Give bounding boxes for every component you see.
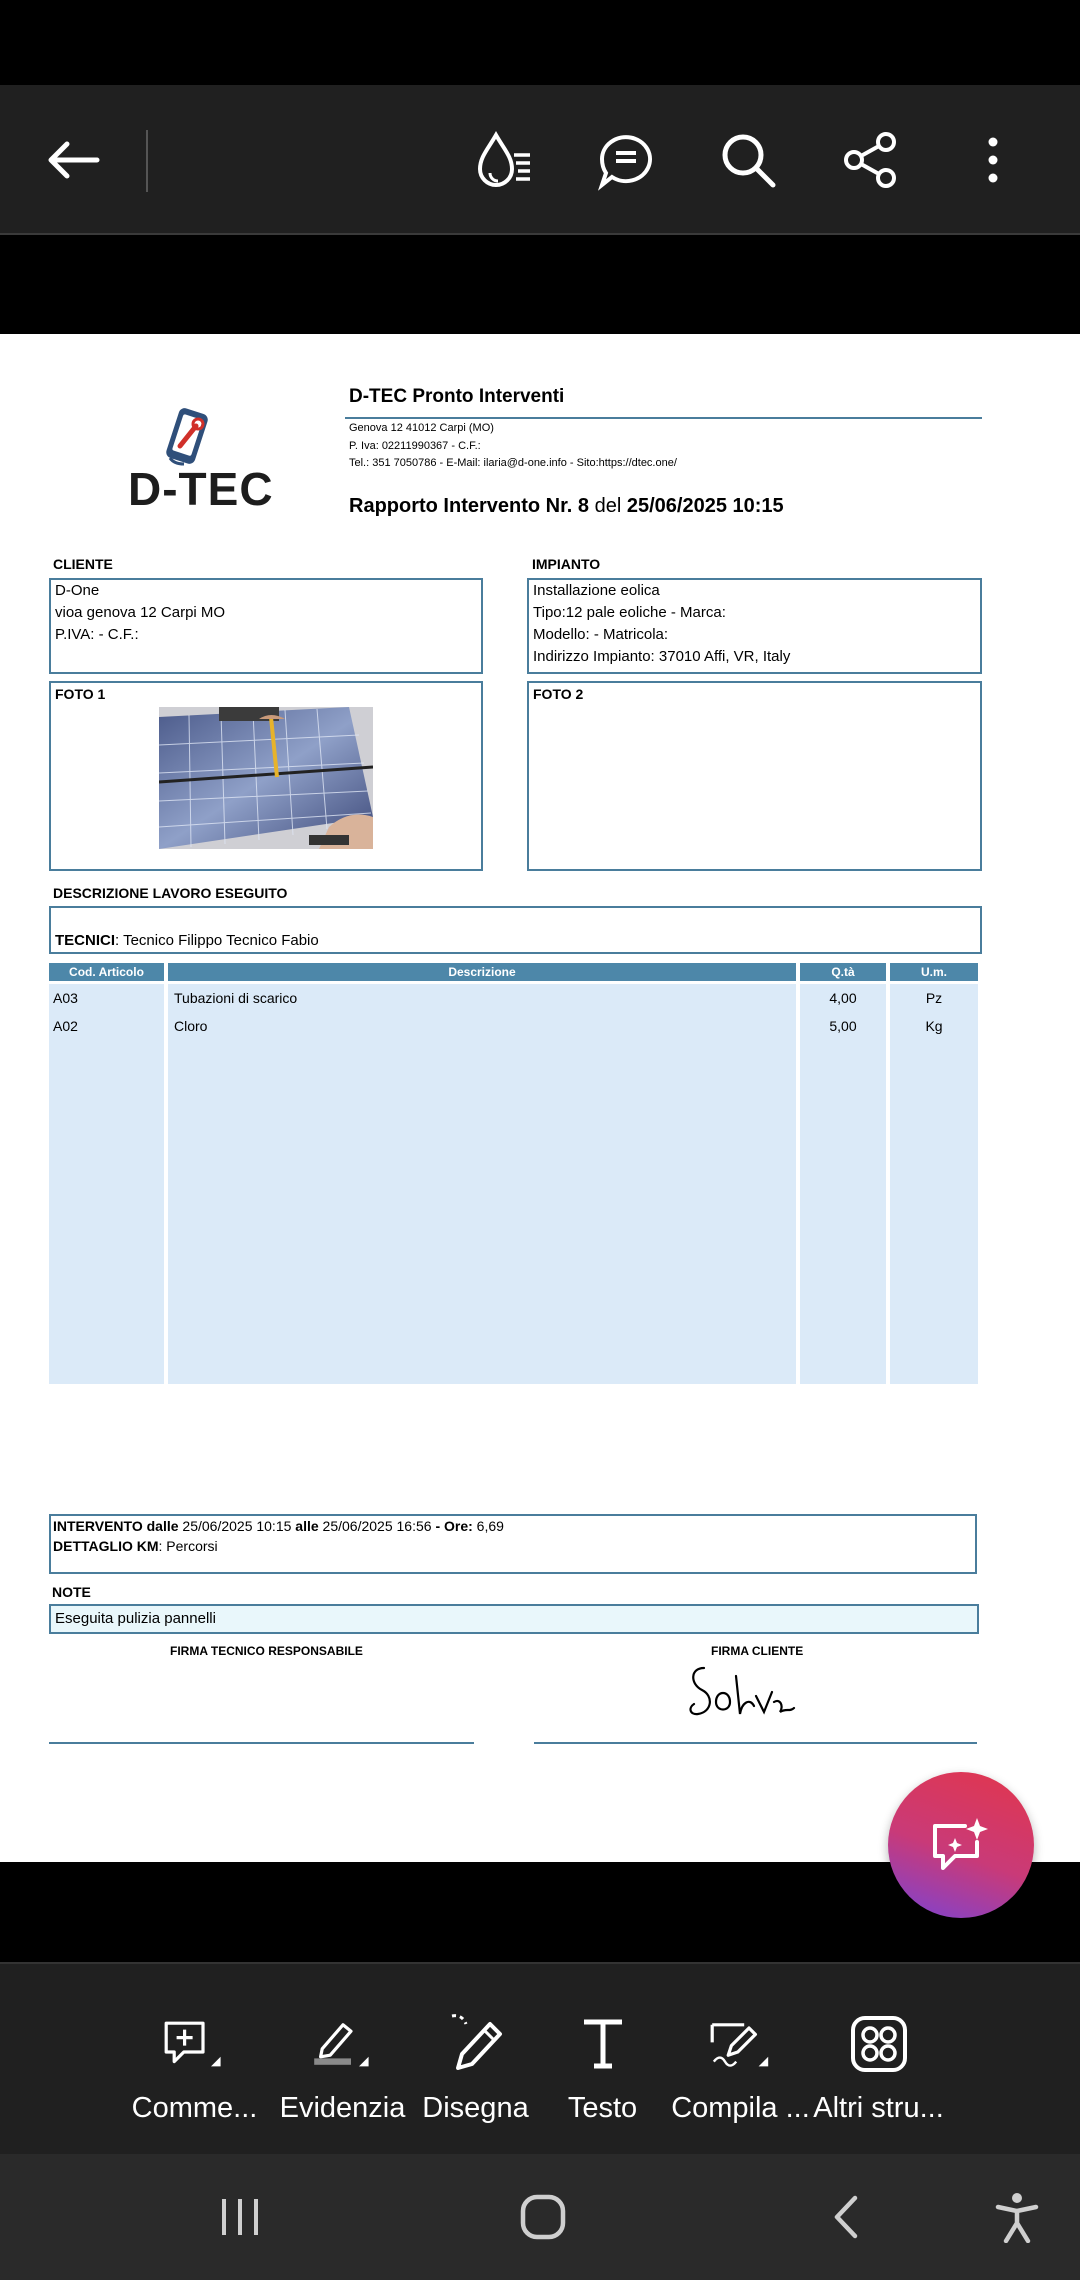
tool-text[interactable] bbox=[530, 1964, 675, 2156]
impianto-line4: Indirizzo Impianto: 37010 Affi, VR, Italy bbox=[533, 648, 791, 665]
tool-fill-sign-label: Compila ... bbox=[671, 2092, 810, 2124]
row-code: A03 bbox=[53, 990, 78, 1006]
comment-list-icon[interactable] bbox=[590, 125, 660, 195]
cliente-piva: P.IVA: - C.F.: bbox=[55, 626, 139, 643]
more-vert-icon[interactable] bbox=[958, 125, 1028, 195]
logo-text: D-TEC bbox=[128, 463, 274, 515]
ore-value: 6,69 bbox=[472, 1518, 504, 1534]
toolbar-divider bbox=[146, 130, 148, 192]
tool-text-label: Testo bbox=[567, 2092, 638, 2124]
note-value: Eseguita pulizia pannelli bbox=[55, 1610, 216, 1627]
descrizione-title: DESCRIZIONE LAVORO ESEGUITO bbox=[53, 885, 288, 901]
cliente-box bbox=[49, 578, 483, 674]
back-icon[interactable] bbox=[806, 2182, 886, 2252]
system-nav-bar bbox=[0, 2154, 1080, 2280]
report-del: del bbox=[589, 495, 627, 517]
tool-more-label: Altri stru... bbox=[813, 2092, 944, 2124]
intervento-start: 25/06/2025 10:15 bbox=[178, 1518, 296, 1534]
ai-assistant-button[interactable] bbox=[888, 1772, 1034, 1918]
foto2-title: FOTO 2 bbox=[533, 686, 584, 702]
note-box bbox=[49, 1604, 979, 1634]
contact-line: Tel.: 351 7050786 - E-Mail: ilaria@d-one.info - Sito:https://dtec.one/ bbox=[349, 457, 677, 469]
tool-fill-sign[interactable] bbox=[668, 1964, 813, 2156]
intervento-box bbox=[49, 1514, 977, 1574]
firma-cliente-label: FIRMA CLIENTE bbox=[711, 1644, 804, 1658]
table-col-desc bbox=[168, 984, 796, 1384]
impianto-line1: Installazione eolica bbox=[533, 582, 660, 599]
tecnici-line bbox=[55, 932, 319, 949]
intervento-end: 25/06/2025 16:56 bbox=[318, 1518, 436, 1534]
table-header-um: U.m. bbox=[890, 963, 978, 981]
vat-line: P. Iva: 02211990367 - C.F.: bbox=[349, 440, 481, 452]
report-date: 25/06/2025 10:15 bbox=[626, 495, 784, 517]
foto1-title: FOTO 1 bbox=[55, 686, 106, 702]
highlighter-icon bbox=[311, 2012, 375, 2076]
km-line bbox=[53, 1538, 218, 1554]
km-value: : Percorsi bbox=[158, 1538, 218, 1554]
fill-sign-icon bbox=[709, 2012, 773, 2076]
foto2-box bbox=[527, 681, 982, 871]
cliente-name: D-One bbox=[55, 582, 100, 599]
cliente-title: CLIENTE bbox=[53, 556, 113, 572]
recent-apps-icon[interactable] bbox=[200, 2182, 280, 2252]
accessibility-icon[interactable] bbox=[977, 2182, 1057, 2252]
share-icon[interactable] bbox=[835, 125, 905, 195]
km-label: DETTAGLIO KM bbox=[53, 1538, 159, 1554]
intervento-alle: alle bbox=[295, 1518, 319, 1534]
tool-draw[interactable] bbox=[403, 1964, 548, 2156]
header-rule bbox=[345, 417, 982, 419]
note-title: NOTE bbox=[52, 1584, 91, 1600]
home-icon[interactable] bbox=[503, 2182, 583, 2252]
top-toolbar bbox=[0, 85, 1080, 235]
row-qty: 4,00 bbox=[829, 990, 857, 1006]
ore-label: - Ore: bbox=[435, 1518, 473, 1534]
tecnici-value: : Tecnico Filippo Tecnico Fabio bbox=[115, 932, 319, 949]
pencil-draw-icon bbox=[444, 2012, 508, 2076]
table-header-code: Cod. Articolo bbox=[49, 963, 164, 981]
row-um: Kg bbox=[925, 1018, 943, 1034]
impianto-title: IMPIANTO bbox=[532, 556, 601, 572]
firma-tecnico-label: FIRMA TECNICO RESPONSABILE bbox=[170, 1644, 363, 1658]
tool-highlight[interactable] bbox=[270, 1964, 415, 2156]
intervento-label: INTERVENTO dalle bbox=[53, 1518, 179, 1534]
text-reflow-icon[interactable] bbox=[470, 125, 540, 195]
firma-cliente-line bbox=[534, 1742, 977, 1744]
solar-panel-photo[interactable] bbox=[159, 707, 373, 849]
add-comment-icon bbox=[163, 2012, 227, 2076]
search-icon[interactable] bbox=[713, 125, 783, 195]
impianto-box bbox=[527, 578, 982, 674]
report-title bbox=[349, 495, 784, 518]
table-col-qty bbox=[800, 984, 886, 1384]
table-header-desc: Descrizione bbox=[168, 963, 796, 981]
text-T-icon bbox=[571, 2012, 635, 2076]
address-line: Genova 12 41012 Carpi (MO) bbox=[349, 422, 494, 434]
tool-comment[interactable] bbox=[122, 1964, 267, 2156]
row-qty: 5,00 bbox=[829, 1018, 857, 1034]
table-col-um bbox=[890, 984, 978, 1384]
tool-draw-label: Disegna bbox=[422, 2092, 529, 2124]
bottom-toolbar bbox=[0, 1962, 1080, 2156]
client-signature bbox=[686, 1662, 826, 1724]
row-desc: Tubazioni di scarico bbox=[174, 990, 298, 1006]
intervento-line bbox=[53, 1518, 504, 1534]
impianto-line3: Modello: - Matricola: bbox=[533, 626, 669, 643]
tecnici-box bbox=[49, 906, 982, 954]
row-code: A02 bbox=[53, 1018, 78, 1034]
tool-more[interactable] bbox=[806, 1964, 951, 2156]
table-col-code bbox=[49, 984, 164, 1384]
tool-comment-label: Comme... bbox=[131, 2092, 258, 2124]
row-um: Pz bbox=[925, 990, 943, 1006]
back-arrow-icon[interactable] bbox=[38, 125, 108, 195]
grid-apps-icon bbox=[847, 2012, 911, 2076]
table-header-qty: Q.tà bbox=[800, 963, 886, 981]
foto1-box bbox=[49, 681, 483, 871]
report-number: 8 bbox=[577, 495, 590, 517]
report-prefix: Rapporto Intervento Nr. bbox=[349, 495, 578, 517]
tecnici-label: TECNICI bbox=[55, 932, 115, 949]
firma-tecnico-line bbox=[49, 1742, 474, 1744]
cliente-address: vioa genova 12 Carpi MO bbox=[55, 604, 226, 621]
tool-highlight-label: Evidenzia bbox=[279, 2092, 406, 2124]
logo-phone-icon bbox=[162, 406, 216, 468]
impianto-line2: Tipo:12 pale eoliche - Marca: bbox=[533, 604, 726, 621]
row-desc: Cloro bbox=[174, 1018, 208, 1034]
company-name: D-TEC Pronto Interventi bbox=[349, 386, 565, 407]
ai-assistant-chat-icon bbox=[929, 1816, 993, 1874]
